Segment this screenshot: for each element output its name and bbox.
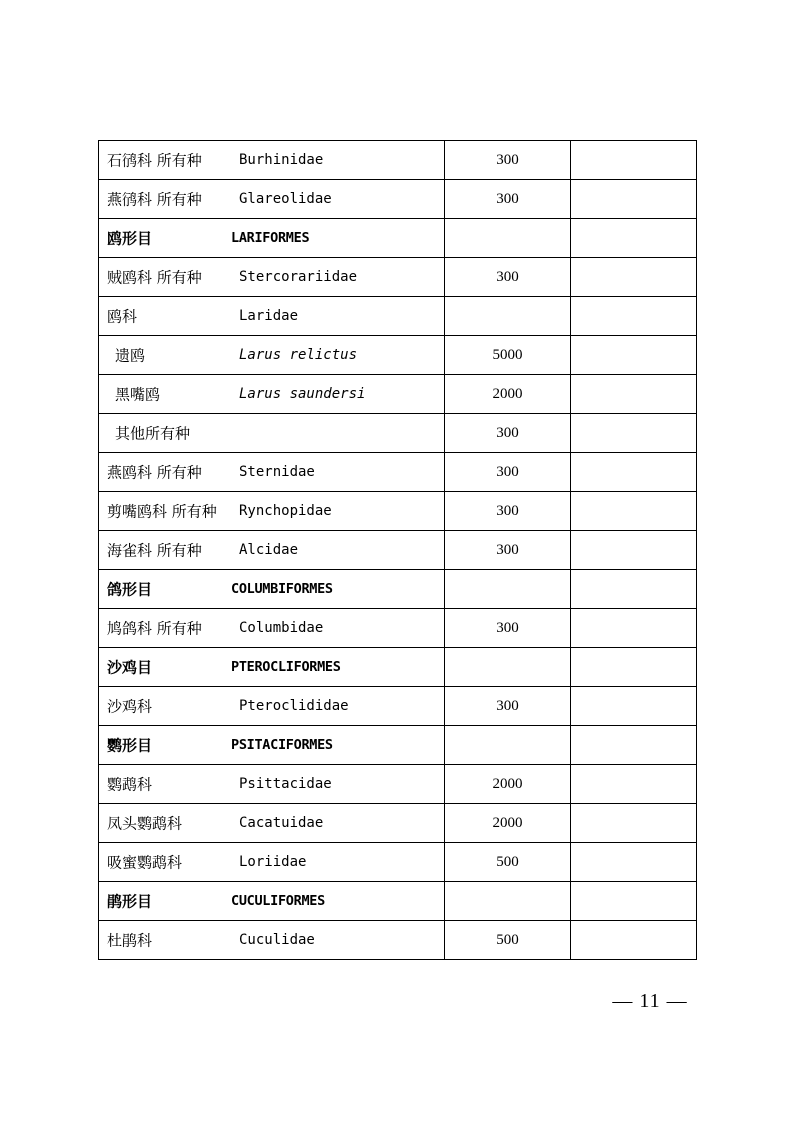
latin-name: Stercorariidae — [239, 269, 358, 285]
page-number: — 11 — — [612, 990, 688, 1012]
chinese-name: 燕鸻科 所有种 — [107, 190, 202, 209]
value-cell: 2000 — [445, 375, 571, 414]
value-cell: 2000 — [445, 765, 571, 804]
name-cell — [99, 141, 445, 180]
table-row — [99, 453, 697, 492]
value-cell — [445, 882, 571, 921]
value-cell — [445, 726, 571, 765]
value-cell: 500 — [445, 843, 571, 882]
empty-cell — [571, 297, 697, 336]
latin-name: Glareolidae — [239, 191, 332, 207]
latin-name: Rynchopidae — [239, 503, 332, 519]
name-cell — [99, 804, 445, 843]
empty-cell — [571, 375, 697, 414]
empty-cell — [571, 180, 697, 219]
chinese-name: 鹦形目 — [107, 736, 153, 755]
empty-cell — [571, 219, 697, 258]
table-row — [99, 921, 697, 960]
order-row — [99, 726, 697, 765]
latin-name: Sternidae — [239, 464, 315, 480]
latin-name: Cuculidae — [239, 932, 315, 948]
empty-cell — [571, 843, 697, 882]
chinese-name: 吸蜜鹦鹉科 — [107, 853, 183, 872]
empty-cell — [571, 453, 697, 492]
empty-cell — [571, 921, 697, 960]
empty-cell — [571, 531, 697, 570]
name-cell — [99, 726, 445, 765]
value-cell: 300 — [445, 531, 571, 570]
latin-name: COLUMBIFORMES — [231, 581, 333, 597]
chinese-name: 鸥形目 — [107, 229, 153, 248]
table-row — [99, 141, 697, 180]
name-cell — [99, 648, 445, 687]
latin-name: PTEROCLIFORMES — [231, 659, 341, 675]
table-row — [99, 531, 697, 570]
latin-name: CUCULIFORMES — [231, 893, 325, 909]
table-row — [99, 609, 697, 648]
chinese-name: 鸠鸽科 所有种 — [107, 619, 202, 638]
empty-cell — [571, 687, 697, 726]
latin-name: Larus saundersi — [239, 386, 366, 402]
value-cell: 300 — [445, 141, 571, 180]
order-row — [99, 570, 697, 609]
chinese-name: 燕鸥科 所有种 — [107, 463, 202, 482]
empty-cell — [571, 258, 697, 297]
empty-cell — [571, 336, 697, 375]
latin-name: Laridae — [239, 308, 299, 324]
empty-cell — [571, 882, 697, 921]
table-row — [99, 336, 697, 375]
name-cell — [99, 882, 445, 921]
name-cell — [99, 843, 445, 882]
chinese-name: 石鸻科 所有种 — [107, 151, 202, 170]
chinese-name: 黑嘴鸥 — [115, 385, 161, 404]
value-cell: 300 — [445, 414, 571, 453]
name-cell — [99, 531, 445, 570]
chinese-name: 鸽形目 — [107, 580, 153, 599]
table-row — [99, 492, 697, 531]
latin-name: LARIFORMES — [231, 230, 310, 246]
species-table — [98, 140, 697, 960]
chinese-name: 海雀科 所有种 — [107, 541, 202, 560]
name-cell — [99, 765, 445, 804]
chinese-name: 遗鸥 — [115, 346, 146, 365]
value-cell: 5000 — [445, 336, 571, 375]
name-cell — [99, 570, 445, 609]
value-cell: 300 — [445, 453, 571, 492]
value-cell: 300 — [445, 492, 571, 531]
chinese-name: 杜鹃科 — [107, 931, 153, 950]
latin-name: Larus relictus — [239, 347, 358, 363]
name-cell — [99, 180, 445, 219]
latin-name: Psittacidae — [239, 776, 332, 792]
empty-cell — [571, 141, 697, 180]
value-cell: 300 — [445, 180, 571, 219]
table-row — [99, 375, 697, 414]
value-cell: 500 — [445, 921, 571, 960]
name-cell — [99, 453, 445, 492]
table-row — [99, 687, 697, 726]
name-cell — [99, 414, 445, 453]
order-row — [99, 648, 697, 687]
table-row — [99, 180, 697, 219]
name-cell — [99, 609, 445, 648]
table-row — [99, 843, 697, 882]
name-cell — [99, 375, 445, 414]
order-row — [99, 882, 697, 921]
empty-cell — [571, 492, 697, 531]
name-cell — [99, 687, 445, 726]
value-cell — [445, 648, 571, 687]
value-cell — [445, 297, 571, 336]
latin-name: Burhinidae — [239, 152, 324, 168]
empty-cell — [571, 765, 697, 804]
order-row — [99, 219, 697, 258]
table-row — [99, 297, 697, 336]
empty-cell — [571, 804, 697, 843]
value-cell: 300 — [445, 609, 571, 648]
name-cell — [99, 258, 445, 297]
chinese-name: 鹃形目 — [107, 892, 153, 911]
table-row — [99, 804, 697, 843]
chinese-name: 剪嘴鸥科 所有种 — [107, 502, 217, 521]
latin-name: Cacatuidae — [239, 815, 324, 831]
name-cell — [99, 297, 445, 336]
empty-cell — [571, 648, 697, 687]
name-cell — [99, 219, 445, 258]
value-cell — [445, 570, 571, 609]
name-cell — [99, 336, 445, 375]
latin-name: Columbidae — [239, 620, 324, 636]
name-cell — [99, 921, 445, 960]
latin-name: Loriidae — [239, 854, 307, 870]
chinese-name: 鸥科 — [107, 307, 138, 326]
chinese-name: 沙鸡科 — [107, 697, 153, 716]
chinese-name: 其他所有种 — [115, 424, 191, 443]
table-row — [99, 258, 697, 297]
name-cell — [99, 492, 445, 531]
chinese-name: 鹦鹉科 — [107, 775, 153, 794]
species-table-body — [99, 141, 697, 960]
empty-cell — [571, 609, 697, 648]
empty-cell — [571, 570, 697, 609]
latin-name: Alcidae — [239, 542, 299, 558]
latin-name: Pteroclididae — [239, 698, 349, 714]
chinese-name: 沙鸡目 — [107, 658, 153, 677]
value-cell: 2000 — [445, 804, 571, 843]
value-cell: 300 — [445, 258, 571, 297]
chinese-name: 贼鸥科 所有种 — [107, 268, 202, 287]
empty-cell — [571, 726, 697, 765]
table-row — [99, 414, 697, 453]
latin-name: PSITACIFORMES — [231, 737, 333, 753]
value-cell — [445, 219, 571, 258]
chinese-name: 凤头鹦鹉科 — [107, 814, 183, 833]
value-cell: 300 — [445, 687, 571, 726]
empty-cell — [571, 414, 697, 453]
table-row — [99, 765, 697, 804]
